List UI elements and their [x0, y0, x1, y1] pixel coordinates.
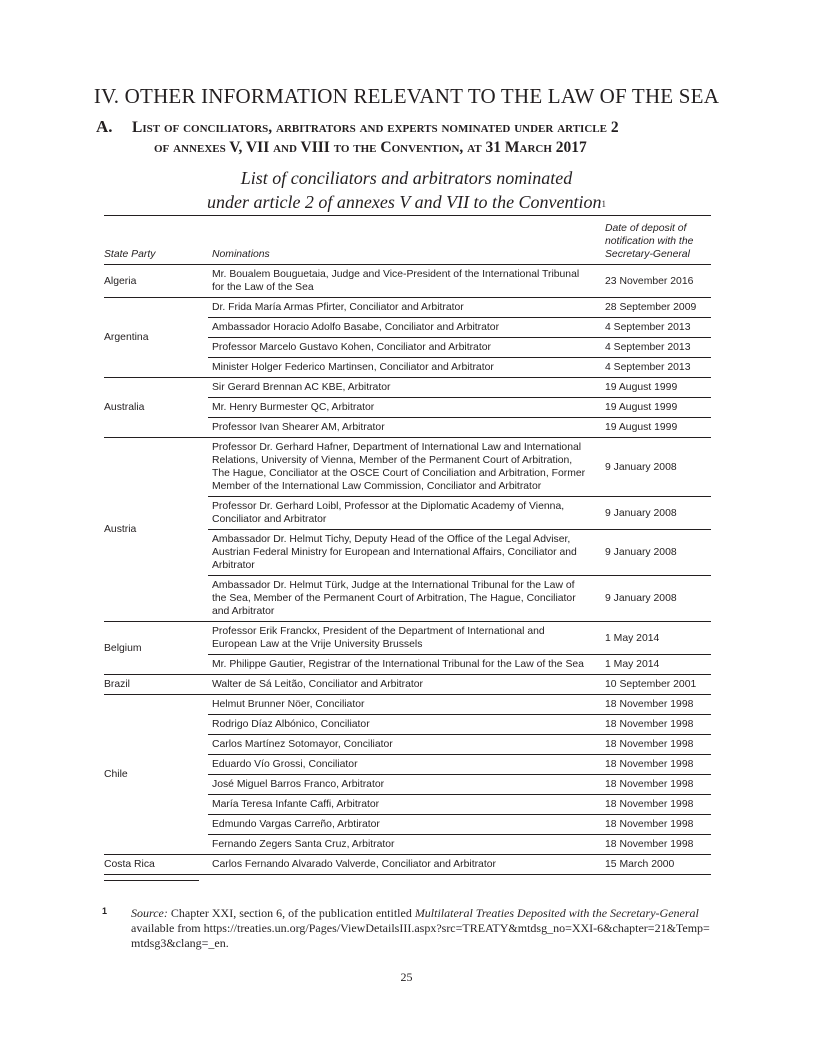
table-row	[104, 438, 711, 497]
nomination-cell: Minister Holger Federico Martinsen, Conciliator and Arbitrator	[208, 358, 601, 378]
date-cell: 1 May 2014	[601, 655, 711, 675]
footnote-url[interactable]: https://treaties.un.org/Pages/ViewDetailsIII.aspx?src=TREATY&mtdsg_no=XXI-6&chapter=21&Temp=mtdsg3&clang=_en.	[131, 921, 710, 950]
date-cell: 15 March 2000	[601, 855, 711, 875]
table-row	[104, 622, 711, 655]
nomination-cell: Eduardo Vío Grossi, Conciliator	[208, 755, 601, 775]
footnote-divider	[104, 880, 199, 881]
page-number: 25	[400, 970, 413, 984]
date-cell: 19 August 1999	[601, 378, 711, 398]
section-title-line1: List of conciliators, arbitrators and experts nominated under article 2	[132, 119, 619, 136]
nomination-cell: Professor Erik Franckx, President of the Department of International and European Law at the Vrije University Brussels	[208, 622, 601, 655]
state-party-cell: Brazil	[104, 675, 208, 695]
date-cell: 18 November 1998	[601, 715, 711, 735]
table-row	[104, 298, 711, 318]
header-date-line3: Secretary-General	[605, 249, 690, 260]
header-date-line2: notification with the	[605, 236, 694, 247]
date-cell: 9 January 2008	[601, 438, 711, 497]
date-cell: 18 November 1998	[601, 695, 711, 715]
nomination-cell: Ambassador Horacio Adolfo Basabe, Conciliator and Arbitrator	[208, 318, 601, 338]
date-cell: 18 November 1998	[601, 735, 711, 755]
header-state-party: State Party	[104, 216, 208, 265]
table-title-line1: List of conciliators and arbitrators nominated	[240, 168, 573, 188]
footnote-number: 1	[102, 906, 108, 916]
footnote	[104, 906, 710, 951]
nomination-cell: María Teresa Infante Caffi, Arbitrator	[208, 795, 601, 815]
nomination-cell: Walter de Sá Leitão, Conciliator and Arbitrator	[208, 675, 601, 695]
date-cell: 9 January 2008	[601, 576, 711, 622]
date-cell: 18 November 1998	[601, 815, 711, 835]
nomination-cell: Dr. Frida María Armas Pfirter, Conciliator and Arbitrator	[208, 298, 601, 318]
table-body	[104, 265, 711, 875]
nomination-cell: José Miguel Barros Franco, Arbitrator	[208, 775, 601, 795]
table-title	[0, 166, 813, 214]
nomination-cell: Professor Marcelo Gustavo Kohen, Conciliator and Arbitrator	[208, 338, 601, 358]
nomination-cell: Professor Dr. Gerhard Hafner, Department of International Law and International Relations, University of Vienna, Member of the Permanent Court of Arbitration, The Hague, Conciliator at the OSCE Court of Conciliation and Arbitration, Former Member of the International Law Commission, Conciliator and Arbitrator	[208, 438, 601, 497]
nomination-cell: Carlos Martínez Sotomayor, Conciliator	[208, 735, 601, 755]
date-cell: 18 November 1998	[601, 795, 711, 815]
header-nominations: Nominations	[208, 216, 601, 265]
footnote-reference: 1	[601, 199, 607, 209]
date-cell: 18 November 1998	[601, 835, 711, 855]
chapter-title: IV. OTHER INFORMATION RELEVANT TO THE LAW OF THE SEA	[93, 84, 720, 108]
table-header-row	[104, 216, 711, 265]
footnote-text: Chapter XXI, section 6, of the publication entitled	[170, 906, 412, 920]
nomination-cell: Mr. Boualem Bouguetaia, Judge and Vice-President of the International Tribunal for the Law of the Sea	[208, 265, 601, 298]
nomination-cell: Professor Dr. Gerhard Loibl, Professor at the Diplomatic Academy of Vienna, Conciliator and Arbitrator	[208, 497, 601, 530]
footnote-source-label: Source:	[131, 906, 168, 920]
nomination-cell: Fernando Zegers Santa Cruz, Arbitrator	[208, 835, 601, 855]
table-row	[104, 855, 711, 875]
table-row	[104, 695, 711, 715]
section-title	[96, 117, 716, 158]
date-cell: 19 August 1999	[601, 418, 711, 438]
footnote-available: available from	[131, 921, 201, 935]
header-date-line1: Date of deposit of	[605, 223, 687, 234]
state-party-cell: Algeria	[104, 265, 208, 298]
date-cell: 4 September 2013	[601, 338, 711, 358]
date-cell: 10 September 2001	[601, 675, 711, 695]
state-party-cell: Australia	[104, 378, 208, 438]
state-party-cell: Chile	[104, 695, 208, 855]
section-letter: A.	[96, 117, 113, 136]
footnote-publication: Multilateral Treaties Deposited with the Secretary-General	[414, 906, 699, 920]
nomination-cell: Mr. Henry Burmester QC, Arbitrator	[208, 398, 601, 418]
nominations-table	[104, 215, 711, 875]
table-row	[104, 378, 711, 398]
date-cell: 18 November 1998	[601, 755, 711, 775]
section-title-line2: of annexes V, VII and VIII to the Convention, at 31 March 2017	[154, 139, 587, 156]
date-cell: 9 January 2008	[601, 497, 711, 530]
nomination-cell: Ambassador Dr. Helmut Türk, Judge at the International Tribunal for the Law of the Sea, Member of the Permanent Court of Arbitration, The Hague, Conciliator and Arbitrator	[208, 576, 601, 622]
date-cell: 4 September 2013	[601, 318, 711, 338]
state-party-cell: Belgium	[104, 622, 208, 675]
nomination-cell: Ambassador Dr. Helmut Tichy, Deputy Head of the Office of the Legal Adviser, Austrian Federal Ministry for European and International Affairs, Conciliator and Arbitrator	[208, 530, 601, 576]
date-cell: 9 January 2008	[601, 530, 711, 576]
table-title-line2: under article 2 of annexes V and VII to the Convention	[206, 192, 602, 212]
nomination-cell: Mr. Philippe Gautier, Registrar of the International Tribunal for the Law of the Sea	[208, 655, 601, 675]
nomination-cell: Sir Gerard Brennan AC KBE, Arbitrator	[208, 378, 601, 398]
nomination-cell: Carlos Fernando Alvarado Valverde, Conciliator and Arbitrator	[208, 855, 601, 875]
date-cell: 1 May 2014	[601, 622, 711, 655]
date-cell: 19 August 1999	[601, 398, 711, 418]
date-cell: 18 November 1998	[601, 775, 711, 795]
nomination-cell: Rodrigo Díaz Albónico, Conciliator	[208, 715, 601, 735]
header-date	[601, 216, 711, 265]
state-party-cell: Costa Rica	[104, 855, 208, 875]
nomination-cell: Helmut Brunner Nöer, Conciliator	[208, 695, 601, 715]
date-cell: 23 November 2016	[601, 265, 711, 298]
date-cell: 4 September 2013	[601, 358, 711, 378]
state-party-cell: Austria	[104, 438, 208, 622]
table-row	[104, 675, 711, 695]
state-party-cell: Argentina	[104, 298, 208, 378]
table-row	[104, 265, 711, 298]
nomination-cell: Edmundo Vargas Carreño, Arbtirator	[208, 815, 601, 835]
nomination-cell: Professor Ivan Shearer AM, Arbitrator	[208, 418, 601, 438]
date-cell: 28 September 2009	[601, 298, 711, 318]
